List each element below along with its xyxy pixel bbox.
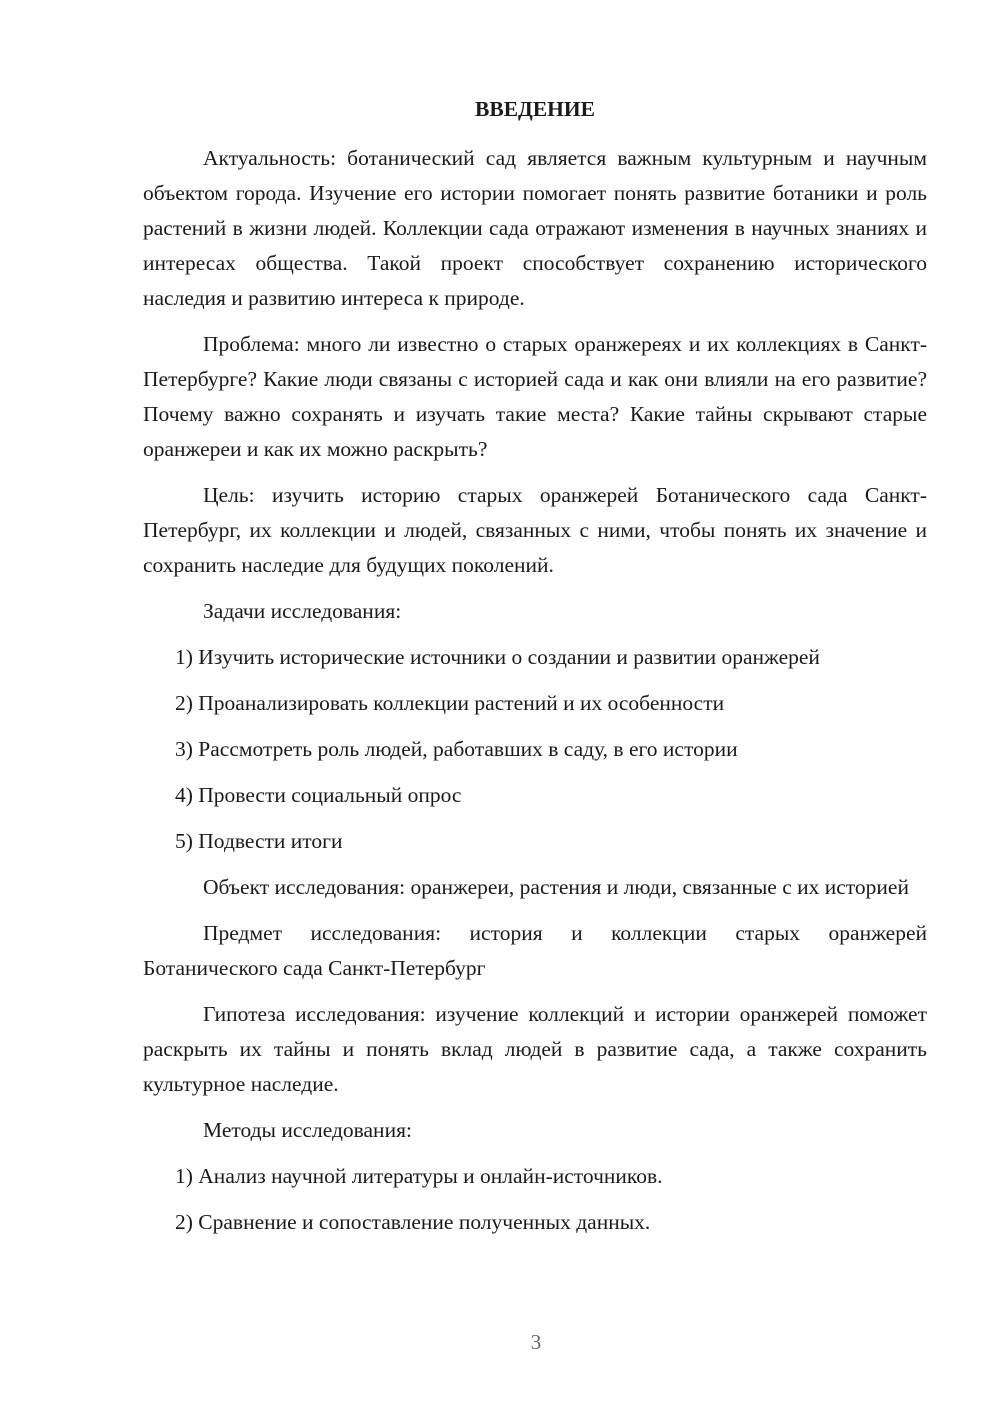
task-item-5: 5) Подвести итоги [175, 829, 343, 853]
methods-label: Методы исследования: [203, 1118, 412, 1142]
method-item-2: 2) Сравнение и сопоставление полученных данных. [175, 1210, 651, 1234]
page-number: 3 [530, 1330, 542, 1354]
page-content [143, 92, 927, 1251]
task-item-1: 1) Изучить исторические источники о создании и развитии оранжерей [175, 645, 820, 669]
problem-paragraph: Проблема: много ли известно о старых оранжереях и их коллекциях в Санкт-Петербурге? Какие люди связаны с историей сада и как они влияли на его развитие? Почему важно сохранять и изучать такие места? Какие тайны скрывают старые оранжереи и как их можно раскрыть? [143, 332, 927, 461]
task-item-4: 4) Провести социальный опрос [175, 783, 462, 807]
task-item-3: 3) Рассмотреть роль людей, работавших в саду, в его истории [175, 737, 738, 761]
method-item-1: 1) Анализ научной литературы и онлайн-источников. [175, 1164, 663, 1188]
goal-paragraph: Цель: изучить историю старых оранжерей Ботанического сада Санкт-Петербург, их коллекции и людей, связанных с ними, чтобы понять их значение и сохранить наследие для будущих поколений. [143, 483, 927, 577]
tasks-label: Задачи исследования: [203, 599, 402, 623]
relevance-paragraph: Актуальность: ботанический сад является важным культурным и научным объектом города. Изучение его истории помогает понять развитие ботаники и роль растений в жизни людей. Коллекции сада отражают изменения в научных знаниях и интересах общества. Такой проект способствует сохранению исторического наследия и развитию интереса к природе. [143, 146, 927, 310]
task-item-2: 2) Проанализировать коллекции растений и их особенности [175, 691, 725, 715]
object-paragraph: Объект исследования: оранжереи, растения и люди, связанные с их историей [203, 875, 909, 899]
subject-paragraph: Предмет исследования: история и коллекции старых оранжерей Ботанического сада Санкт-Петербург [143, 921, 927, 980]
hypothesis-paragraph: Гипотеза исследования: изучение коллекций и истории оранжерей поможет раскрыть их тайны и понять вклад людей в развитие сада, а также сохранить культурное наследие. [143, 1002, 927, 1096]
page-title: ВВЕДЕНИЕ [475, 97, 595, 121]
